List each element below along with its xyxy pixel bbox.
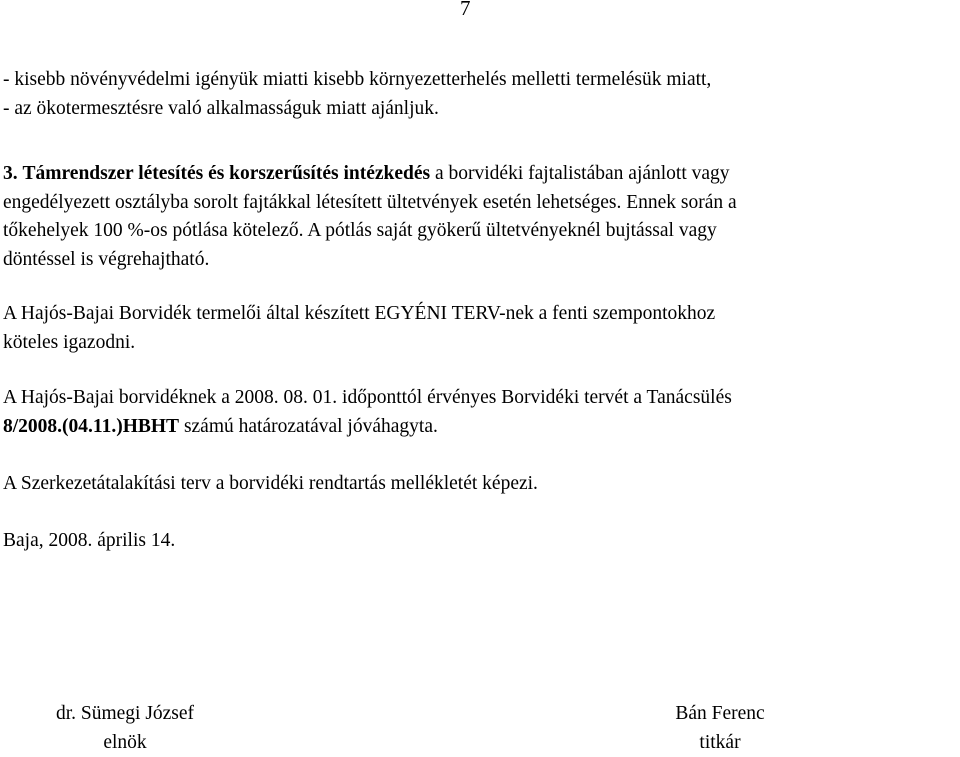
signature-name: Bán Ferenc (620, 700, 820, 729)
annex-line: A Szerkezetátalakítási terv a borvidéki rendtartás mellékletét képezi. (3, 470, 933, 499)
place-date (3, 527, 933, 556)
individual-plan-line: köteles igazodni. (3, 329, 933, 358)
section-3-line: tőkehelyek 100 %-os pótlása kötelező. A pótlás saját gyökerű ültetvényeknél bujtással vagy (3, 217, 933, 246)
bullet-list (3, 66, 933, 123)
place-date-line: Baja, 2008. április 14. (3, 527, 933, 556)
signature-chairman (0, 700, 250, 757)
bullet-item: - az ökotermesztésre való alkalmasságuk miatt ajánljuk. (3, 95, 933, 124)
signature-role: elnök (0, 729, 250, 757)
section-3-title: Támrendszer létesítés és korszerűsítés intézkedés (23, 163, 431, 184)
section-3-number: 3. (3, 163, 18, 184)
approval-paragraph (3, 384, 933, 441)
annex-paragraph (3, 470, 933, 499)
approval-line (3, 413, 933, 442)
page-number: 7 (460, 0, 471, 23)
resolution-number: 8/2008.(04.11.)HBHT (3, 416, 179, 437)
section-3-line: döntéssel is végrehajtható. (3, 246, 933, 275)
section-3-line1-rest: a borvidéki fajtalistában ajánlott vagy (430, 163, 729, 184)
section-3-line: engedélyezett osztályba sorolt fajtákkal létesített ültetvények esetén lehetséges. Ennek során a (3, 189, 933, 218)
section-3-line (3, 160, 933, 189)
signature-name: dr. Sümegi József (0, 700, 250, 729)
section-3-paragraph (3, 160, 933, 274)
signature-role: titkár (620, 729, 820, 757)
approval-line2-rest: számú határozatával jóváhagyta. (179, 416, 438, 437)
individual-plan-paragraph (3, 300, 933, 357)
individual-plan-line: A Hajós-Bajai Borvidék termelői által készített EGYÉNI TERV-nek a fenti szempontokhoz (3, 300, 933, 329)
bullet-item: - kisebb növényvédelmi igényük miatti kisebb környezetterhelés melletti termelésük miatt, (3, 66, 933, 95)
approval-line: A Hajós-Bajai borvidéknek a 2008. 08. 01. időponttól érvényes Borvidéki tervét a Tanácsülés (3, 384, 933, 413)
signature-secretary (620, 700, 820, 757)
